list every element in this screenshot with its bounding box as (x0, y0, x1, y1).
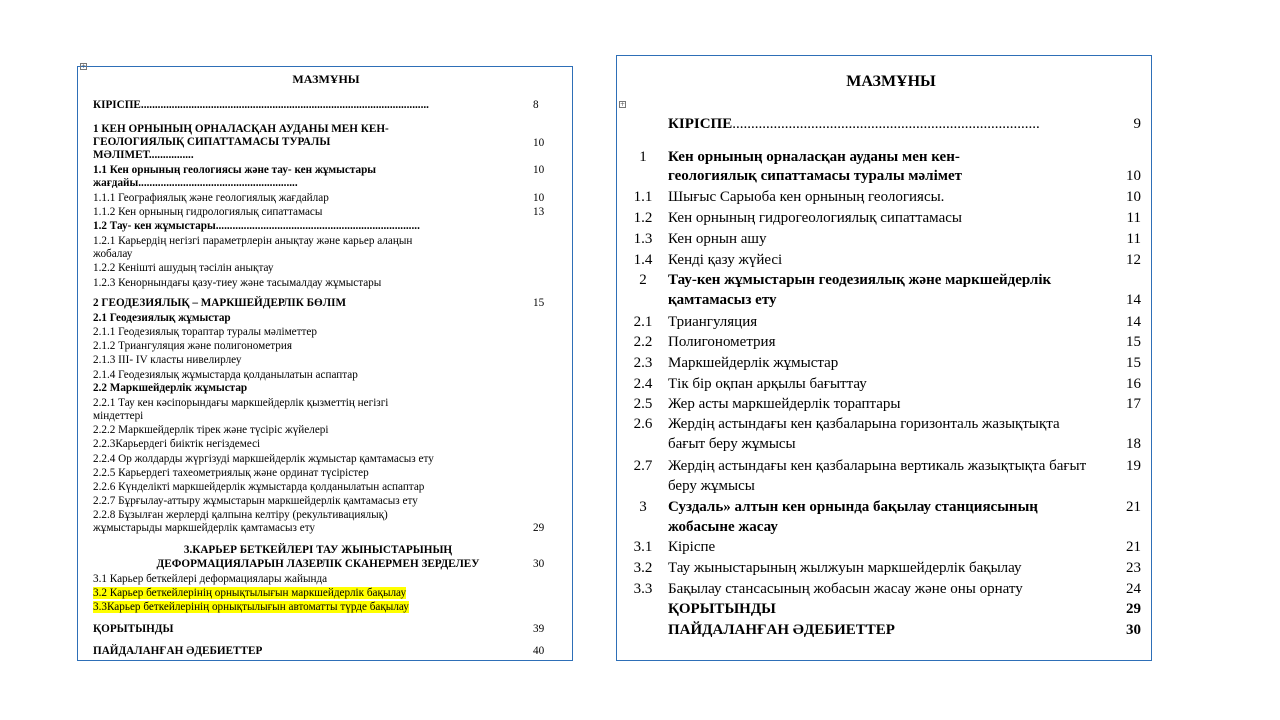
toc-page-number: 13 (533, 206, 545, 218)
toc-number: 2.3 (633, 355, 653, 371)
toc-page-number: 14 (1126, 292, 1141, 308)
toc-section-1-cont: МӘЛІМЕТ................ (93, 149, 194, 161)
toc-section-2-1-1: 2.1.1 Геодезиялық торaптар туралы мәліметтер (93, 326, 317, 338)
toc-section-1-2-1-cont: жобалау (93, 248, 133, 260)
toc-section-1-cont: ГЕОЛОГИЯЛЫҚ СИПАТТАМАСЫ ТУРАЛЫ (93, 136, 331, 148)
toc-section-1-3: Кен орнын ашу (668, 231, 767, 247)
toc-section-3: Суздаль» алтын кен орнында бақылау станциясының (668, 499, 1038, 515)
toc-number: 1.4 (633, 252, 653, 268)
toc-page-number: 23 (1126, 560, 1141, 576)
toc-section-2-2-6: 2.2.6 Күнделікті маркшейдерлік жұмыстарда қолданылатын аспаптар (93, 481, 425, 493)
toc-page-number: 18 (1126, 436, 1141, 452)
toc-page-number: 15 (533, 297, 545, 309)
toc-section-2-2-7: 2.2.7 Бұрғылау-аттыру жұмыстарын маркшейдерлік қамтамасыз ету (93, 495, 418, 507)
toc-section-2-2-8: 2.2.8 Бұзылған жерлерді қалпына келтіру (рекультивациялық) (93, 509, 388, 521)
toc-page-number: 29 (1126, 601, 1141, 617)
toc-section-2-2-4: 2.2.4 Ор жолдарды жүргізуді маркшейдерлік жұмыстар қамтамасыз ету (93, 453, 434, 465)
toc-page-number: 10 (1126, 168, 1141, 184)
toc-references: ПАЙДАЛАНҒАН ӘДЕБИЕТТЕР (93, 645, 263, 657)
table-move-handle-icon[interactable]: + (620, 101, 626, 108)
toc-page-number: 11 (1126, 231, 1141, 247)
toc-section-2-5: Жер асты маркшейдерлік тораптары (668, 396, 901, 412)
toc-section-2-1-4: 2.1.4 Геодезиялық жұмыстарда қолданылатын аспаптар (93, 369, 358, 381)
toc-page-number: 8 (533, 99, 539, 111)
toc-section-3-1: Кіріспе (668, 539, 716, 555)
toc-section-2-cont: қамтамасыз ету (668, 292, 777, 308)
toc-section-1-1: 1.1 Кен орнының геологиясы және тау- кен жұмыстары (93, 164, 377, 176)
toc-page-number: 9 (1133, 116, 1141, 132)
toc-section-2-2-1-cont: міндеттері (93, 410, 144, 422)
toc-section-2-2-5: 2.2.5 Карьердегі тахеометриялық және ординат түсірістер (93, 467, 369, 479)
toc-page-number: 40 (533, 645, 545, 657)
toc-page-number: 30 (533, 558, 545, 570)
toc-section-2: Тау-кен жұмыстарын геодезиялық және маркшейдерлік (668, 272, 1052, 288)
toc-conclusion: ҚОРЫТЫНДЫ (93, 623, 174, 635)
toc-section-1: 1 КЕН ОРНЫНЫҢ ОРНАЛАСҚАН АУДАНЫ МЕН КЕН- (93, 123, 389, 135)
toc-page-number: 15 (1126, 355, 1141, 371)
toc-page-number: 10 (533, 164, 545, 176)
toc-conclusion: ҚОРЫТЫНДЫ (668, 601, 776, 617)
toc-page-number: 10 (1126, 189, 1141, 205)
toc-section-2-4: Тік бір оқпан арқылы бағыттау (668, 376, 867, 392)
toc-page-number: 29 (533, 522, 545, 534)
toc-section-1-cont: геологиялық сипаттамасы туралы мәлімет (668, 168, 963, 184)
toc-number: 2.7 (633, 458, 653, 474)
toc-page-number: 16 (1126, 376, 1141, 392)
toc-number: 2 (639, 272, 647, 288)
toc-section-2-2: 2.2 Маркшейдерлік жұмыстар (93, 382, 248, 394)
toc-number: 2.5 (633, 396, 653, 412)
toc-number: 3.3 (633, 581, 653, 597)
toc-section-1-2-1: 1.2.1 Карьердің негізгі параметрлерін анықтау және карьер алаңын (93, 235, 413, 247)
toc-page-number: 11 (1126, 210, 1141, 226)
toc-section-3-3: Бақылау стансасының жобасын жасау және оны орнату (668, 581, 1023, 597)
toc-page-number: 21 (1126, 539, 1141, 555)
highlighted-text: 3.3Карьер беткейлерінің орнықтылығын автоматты түрде бақылау (93, 601, 409, 613)
toc-section-1-2: 1.2 Тау- кен жұмыстары......................................................................... (93, 220, 420, 232)
toc-number: 3 (639, 499, 647, 515)
toc-section-2-3: Маркшейдерлік жұмыстар (668, 355, 839, 371)
toc-section-2: 2 ГЕОДЕЗИЯЛЫҚ – МАРКШЕЙДЕРЛІК БӨЛІМ (93, 297, 347, 309)
toc-number: 3.1 (633, 539, 653, 555)
toc-section-1: Кен орнының орналасқан ауданы мен кен- (668, 149, 960, 165)
toc-number: 1 (639, 149, 647, 165)
toc-page-number: 30 (1126, 622, 1141, 638)
toc-section-2-1: 2.1 Геодезиялық жұмыстар (93, 312, 231, 324)
toc-section-3-3 (93, 601, 409, 614)
page-title: МАЗМҰНЫ (846, 73, 936, 90)
toc-section-1-1-cont: жағдайы......................................................... (93, 177, 298, 189)
toc-number: 2.4 (633, 376, 653, 392)
toc-section-2-6-cont: бағыт беру жұмысы (668, 436, 796, 452)
toc-number: 1.1 (633, 189, 653, 205)
toc-section-1-2-3: 1.2.3 Кенорнындағы қазу-тиеу және тасымалдау жұмыстары (93, 277, 382, 289)
toc-page-number: 10 (533, 192, 545, 204)
toc-page-number: 19 (1126, 458, 1141, 474)
toc-page-number: 17 (1126, 396, 1141, 412)
toc-section-3-2: Тау жыныстарының жылжуын маркшейдерлік бақылау (668, 560, 1022, 576)
toc-intro: КІРІСПЕ....................................................................................................... (93, 99, 429, 111)
toc-section-1-1: Шығыс Сарыоба кен орнының геологиясы. (668, 189, 945, 205)
page-title: МАЗМҰНЫ (292, 72, 360, 86)
toc-section-2-2: Полигонометрия (668, 334, 776, 350)
toc-number: 1.3 (633, 231, 653, 247)
table-move-handle-icon[interactable]: + (81, 63, 87, 70)
toc-section-1-4: Кенді қазу жүйесі (668, 252, 783, 268)
toc-references: ПАЙДАЛАНҒАН ӘДЕБИЕТТЕР (668, 622, 895, 638)
toc-section-2-2-8-cont: жұмыстарыды маркшейдерлік қамтамасыз ету (93, 522, 316, 534)
toc-section-3-cont: ДЕФОРМАЦИЯЛАРЫН ЛАЗЕРЛІК СКАНЕРМЕН ЗЕРДЕЛЕУ (156, 558, 480, 570)
toc-page-number: 14 (1126, 314, 1141, 330)
toc-section-1-1-2: 1.1.2 Кен орнының гидрологиялық сипаттамасы (93, 206, 323, 218)
toc-section-2-2-1: 2.2.1 Тау кен кәсіпорындағы маркшейдерлік қызметтің негізгі (93, 397, 389, 409)
toc-section-2-1-3: 2.1.3 III- IV класты нивелирлеу (93, 354, 242, 366)
toc-page-number: 10 (533, 137, 545, 149)
toc-intro: КІРІСПЕ.................................................................................. (668, 116, 1040, 132)
highlighted-text: 3.2 Карьер беткейлерінің орнықтылығын маркшейдерлік бақылау (93, 587, 407, 599)
toc-number: 3.2 (633, 560, 653, 576)
toc-section-2-2-2: 2.2.2 Маркшейдерлік тірек және түсіріс жүйелері (93, 424, 329, 436)
toc-section-2-1: Триангуляция (668, 314, 758, 330)
toc-number: 2.1 (633, 314, 653, 330)
toc-section-1-2-2: 1.2.2 Кеніштi ашудың тәсiлiн анықтау (93, 262, 274, 274)
toc-page-number: 24 (1126, 581, 1141, 597)
toc-page-number: 12 (1126, 252, 1141, 268)
toc-section-2-7-cont: беру жұмысы (668, 478, 755, 494)
toc-section-3: 3.КАРЬЕР БЕТКЕЙЛЕРІ ТАУ ЖЫНЫСТАРЫНЫҢ (183, 544, 453, 556)
toc-page-number: 21 (1126, 499, 1141, 515)
toc-page-number: 15 (1126, 334, 1141, 350)
toc-section-1-1-1: 1.1.1 Географиялық және геологиялық жағдайлар (93, 192, 329, 204)
toc-section-2-2-3: 2.2.3Карьердегі биіктік негіздемесі (93, 438, 261, 450)
toc-section-1-2: Кен орнының гидрогеологиялық сипаттамасы (668, 210, 962, 226)
toc-number: 2.6 (633, 416, 653, 432)
toc-section-2-7: Жердің астындағы кен қазбаларына вертикаль жазықтықта бағыт (668, 458, 1087, 474)
toc-number: 2.2 (633, 334, 653, 350)
toc-number: 1.2 (633, 210, 653, 226)
toc-section-3-cont: жобасыне жасау (668, 519, 778, 535)
toc-section-3-2 (93, 587, 406, 600)
toc-section-3-1: 3.1 Карьер беткейлері деформациялары жайында (93, 573, 328, 585)
toc-page-left (77, 63, 573, 661)
toc-page-right (616, 55, 1152, 661)
toc-section-2-1-2: 2.1.2 Триангуляция және полигонометрия (93, 340, 292, 352)
toc-section-2-6: Жердің астындағы кен қазбаларына горизонталь жазықтықта (668, 416, 1060, 432)
toc-page-number: 39 (533, 623, 545, 635)
